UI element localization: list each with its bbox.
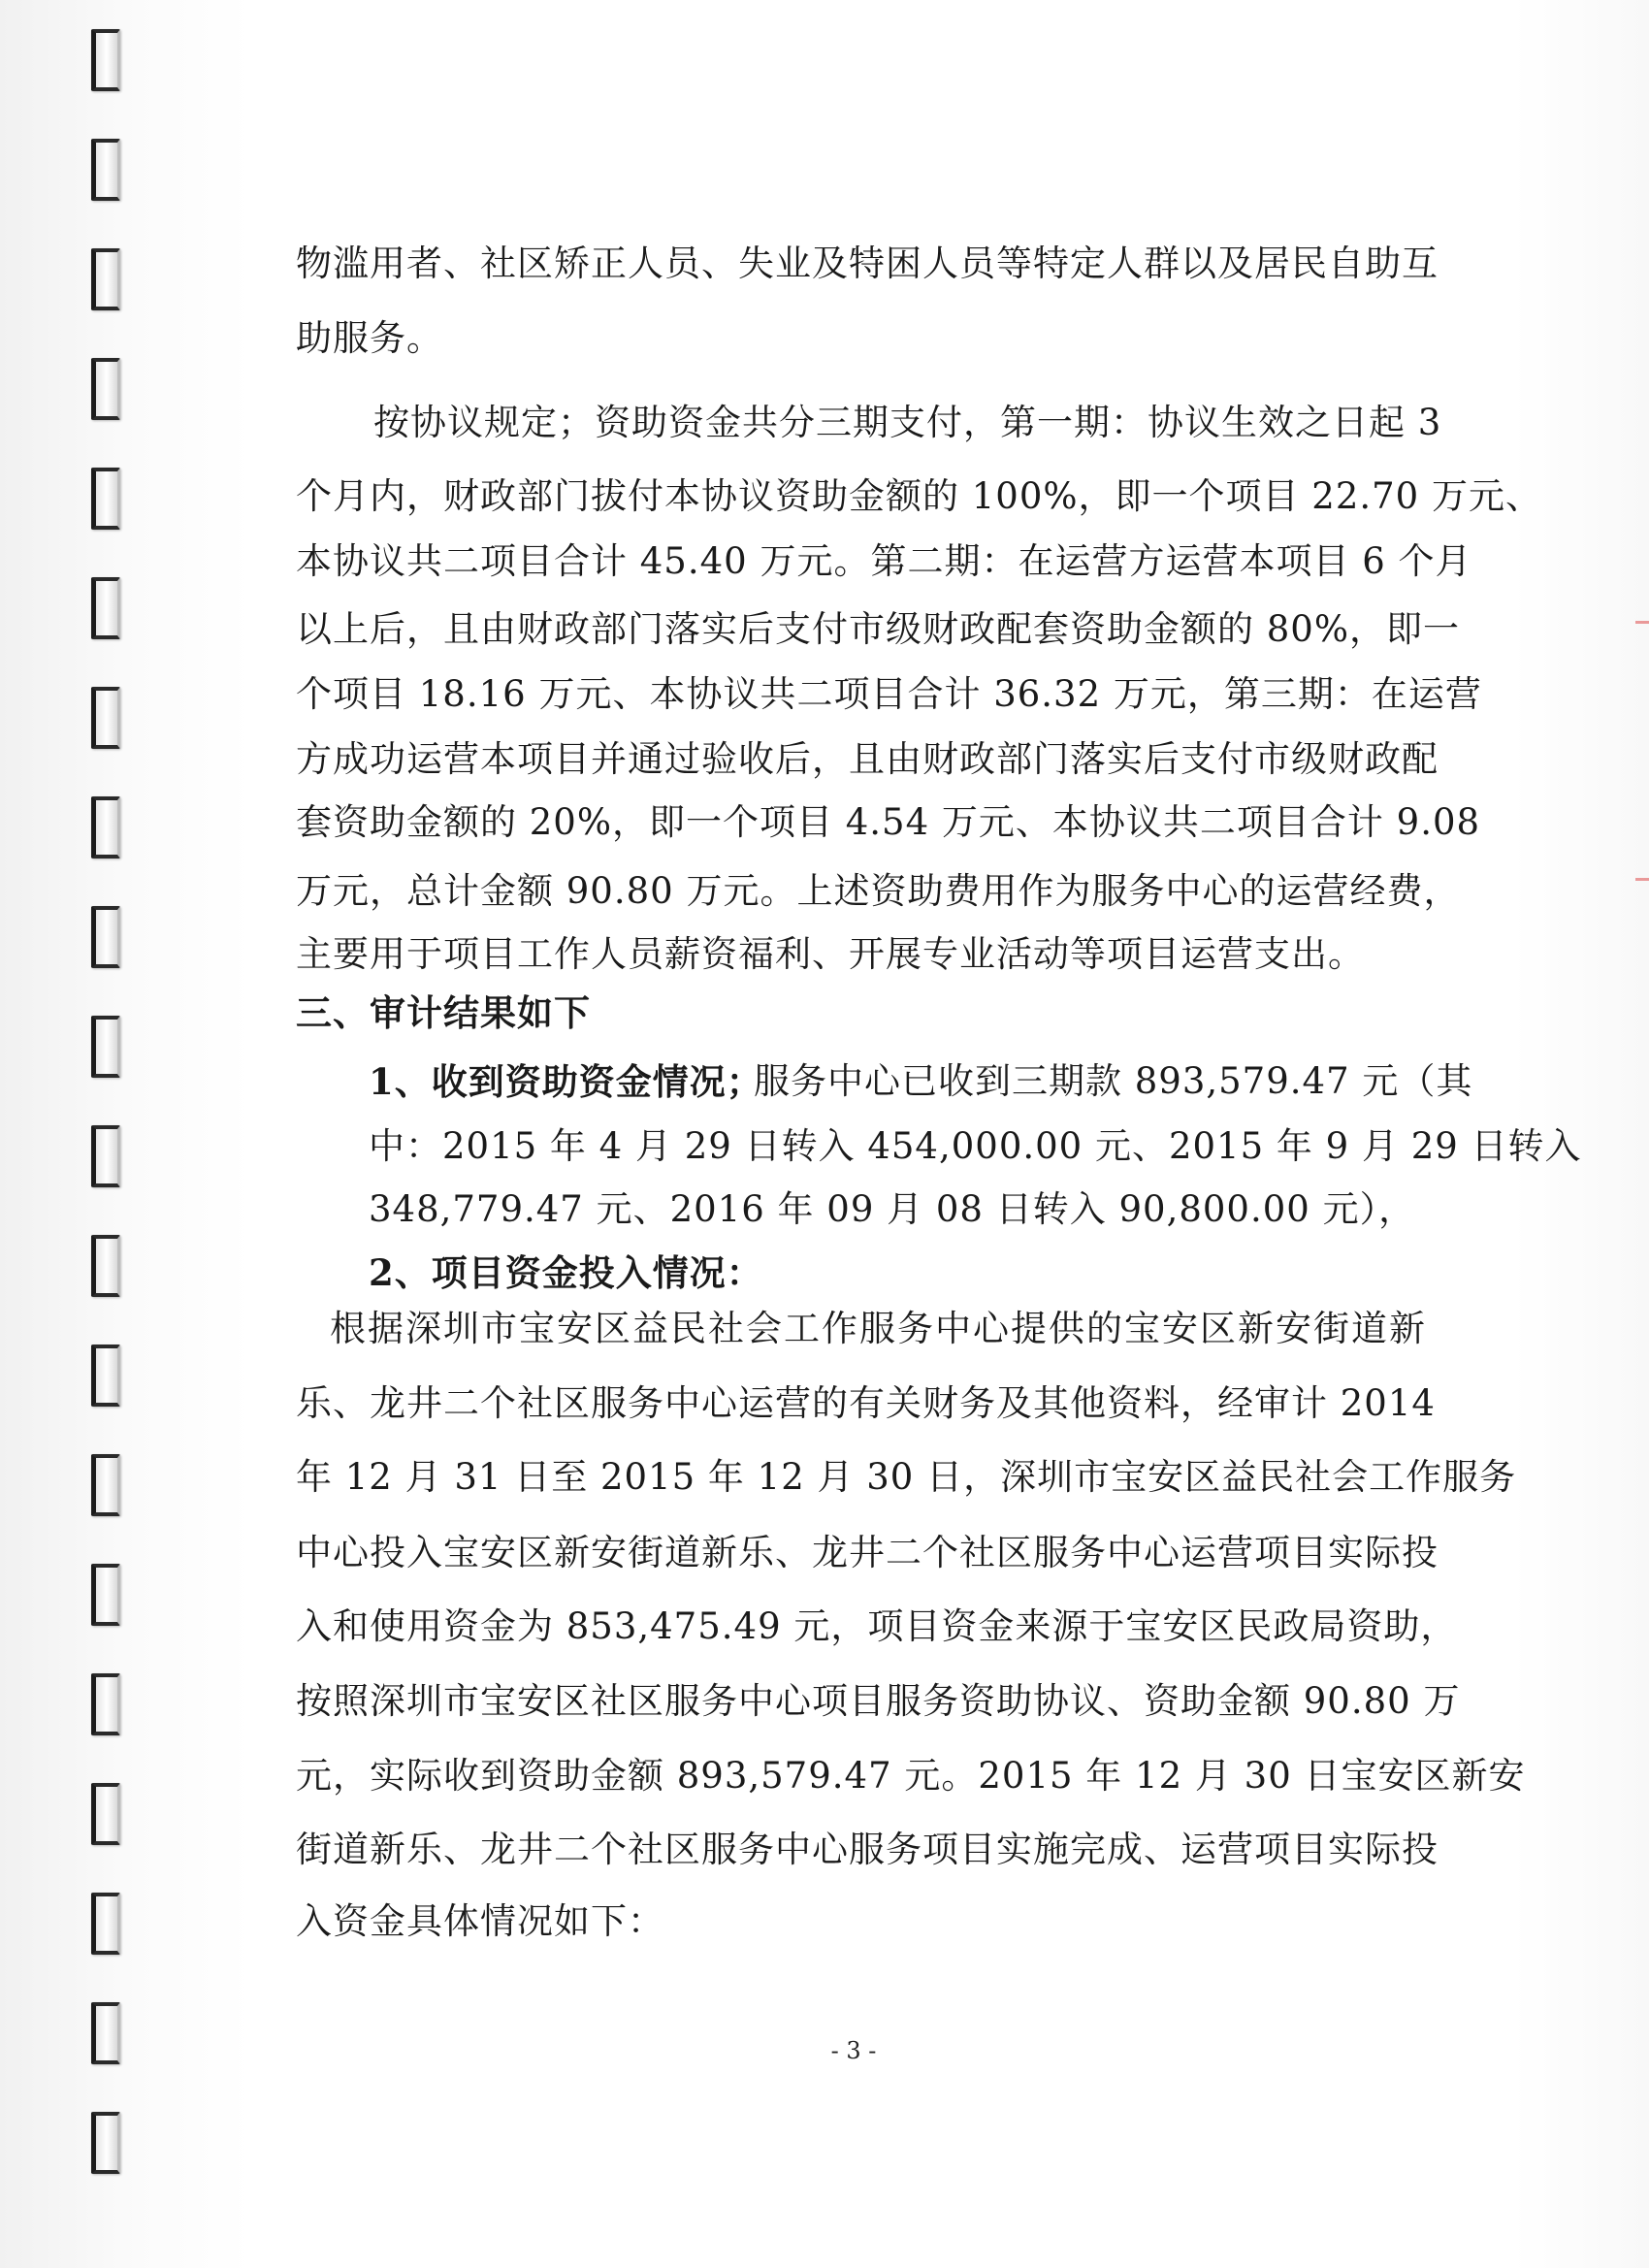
binding-ring bbox=[91, 358, 120, 420]
paragraph-line: 入和使用资金为 853,475.49 元，项目资金来源于宝安区民政局资助， bbox=[296, 1605, 1458, 1647]
paragraph-line: 中心投入宝安区新安街道新乐、龙井二个社区服务中心运营项目实际投 bbox=[296, 1532, 1439, 1573]
paragraph-line: 服务中心已收到三期款 893,579.47 元（其 bbox=[754, 1060, 1473, 1102]
paragraph-line: 主要用于项目工作人员薪资福利、开展专业活动等项目运营支出。 bbox=[296, 933, 1365, 975]
binding-ring bbox=[91, 1454, 120, 1516]
paragraph-line: 以上后，且由财政部门落实后支付市级财政配套资助金额的 80%，即一 bbox=[296, 608, 1460, 650]
paragraph-line: 个月内，财政部门拔付本协议资助金额的 100%，即一个项目 22.70 万元、 bbox=[296, 475, 1542, 517]
page-number: - 3 - bbox=[830, 2037, 877, 2064]
binding-ring bbox=[91, 796, 120, 859]
binding-ring bbox=[91, 2002, 120, 2064]
binding-ring bbox=[91, 1564, 120, 1626]
red-mark bbox=[1635, 621, 1649, 624]
binding-ring bbox=[91, 248, 120, 310]
binding-ring bbox=[91, 577, 120, 639]
paragraph-line: 本协议共二项目合计 45.40 万元。第二期：在运营方运营本项目 6 个月 bbox=[296, 540, 1472, 582]
spiral-binding bbox=[87, 0, 126, 2268]
paragraph-line: 个项目 18.16 万元、本协议共二项目合计 36.32 万元，第三期：在运营 bbox=[296, 673, 1482, 715]
binding-ring bbox=[91, 1345, 120, 1407]
section-heading: 三、审计结果如下 bbox=[296, 991, 591, 1034]
paragraph-line: 按协议规定；资助资金共分三期支付，第一期：协议生效之日起 3 bbox=[373, 402, 1442, 443]
paragraph-line: 中：2015 年 4 月 29 日转入 454,000.00 元、2015 年 9 月 29 日转入 bbox=[369, 1125, 1582, 1167]
red-mark bbox=[1635, 878, 1649, 881]
binding-ring bbox=[91, 1125, 120, 1187]
paragraph-line: 348,779.47 元、2016 年 09 月 08 日转入 90,800.00 元）， bbox=[369, 1188, 1416, 1230]
binding-ring bbox=[91, 139, 120, 201]
subheading-project-investment: 2、项目资金投入情况： bbox=[369, 1251, 763, 1294]
paragraph-line: 街道新乐、龙井二个社区服务中心服务项目实施完成、运营项目实际投 bbox=[296, 1829, 1439, 1870]
binding-ring bbox=[91, 906, 120, 968]
paragraph-line: 年 12 月 31 日至 2015 年 12 月 30 日，深圳市宝安区益民社会工作服务 bbox=[296, 1456, 1517, 1498]
paragraph-line: 元，实际收到资助金额 893,579.47 元。2015 年 12 月 30 日宝安区新安 bbox=[296, 1755, 1526, 1797]
binding-ring bbox=[91, 468, 120, 530]
binding-ring bbox=[91, 1893, 120, 1955]
paragraph-line: 入资金具体情况如下： bbox=[296, 1900, 664, 1942]
paragraph-line: 套资助金额的 20%，即一个项目 4.54 万元、本协议共二项目合计 9.08 bbox=[296, 801, 1481, 843]
paragraph-line: 按照深圳市宝安区社区服务中心项目服务资助协议、资助金额 90.80 万 bbox=[296, 1680, 1461, 1722]
paragraph-line: 物滥用者、社区矫正人员、失业及特困人员等特定人群以及居民自助互 bbox=[296, 243, 1439, 284]
paragraph-line: 根据深圳市宝安区益民社会工作服务中心提供的宝安区新安街道新 bbox=[330, 1308, 1426, 1349]
binding-ring bbox=[91, 1673, 120, 1735]
binding-ring bbox=[91, 687, 120, 749]
binding-ring bbox=[91, 1783, 120, 1845]
binding-ring bbox=[91, 2112, 120, 2174]
paragraph-line: 助服务。 bbox=[296, 317, 443, 359]
paragraph-line: 方成功运营本项目并通过验收后，且由财政部门落实后支付市级财政配 bbox=[296, 738, 1439, 780]
subheading-funding-received: 1、收到资助资金情况； bbox=[369, 1060, 763, 1103]
paragraph-line: 乐、龙井二个社区服务中心运营的有关财务及其他资料，经审计 2014 bbox=[296, 1382, 1436, 1424]
paragraph-line: 万元，总计金额 90.80 万元。上述资助费用作为服务中心的运营经费， bbox=[296, 870, 1461, 912]
binding-ring bbox=[91, 1235, 120, 1297]
binding-ring bbox=[91, 29, 120, 91]
binding-ring bbox=[91, 1016, 120, 1078]
